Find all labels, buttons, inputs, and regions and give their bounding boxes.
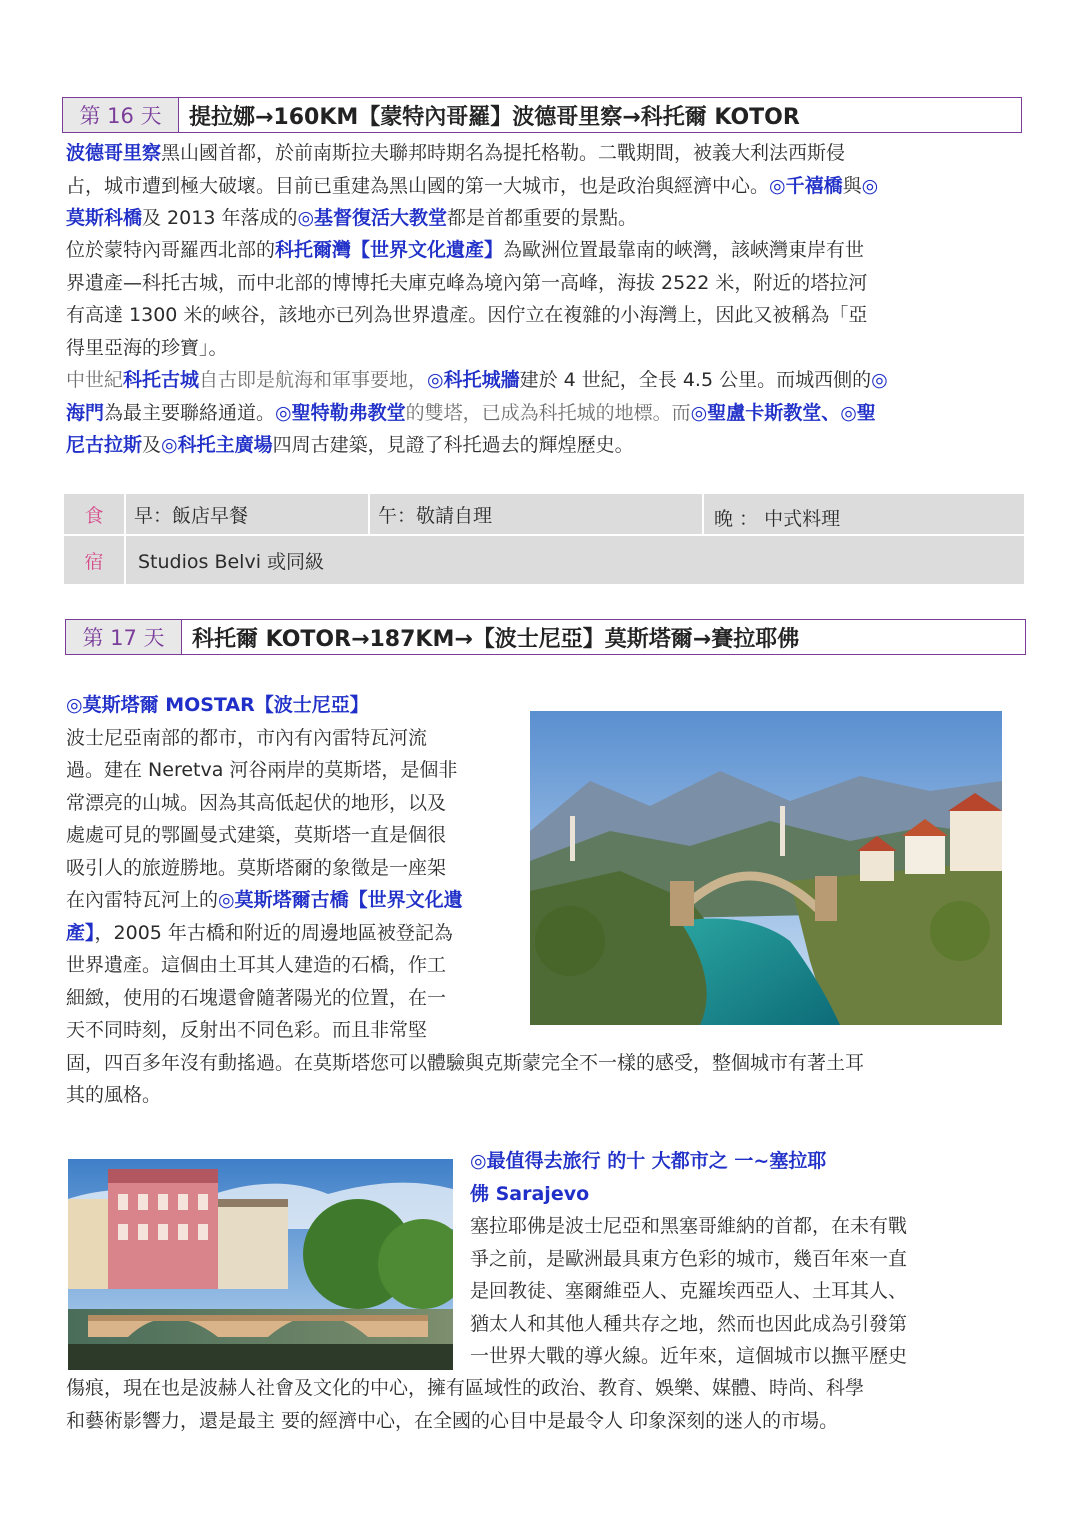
accommodation-key: 宿 xyxy=(64,536,126,584)
mostar-heading: ◎莫斯塔爾 MOSTAR【波士尼亞】 xyxy=(66,694,369,716)
text: 占，城市遭到極大破壞。目前已重建為黑山國的第一大城市，也是政治與經濟中心。 xyxy=(66,174,770,197)
moscow-bridge: 莫斯科橋 xyxy=(66,207,143,229)
text: 中世紀 xyxy=(66,369,124,391)
text: 黑山國首都，於前南斯拉夫聯邦時期名為提托格勒。二戰期間，被義大利法西斯侵 xyxy=(161,142,846,164)
millennium-bridge: ◎千禧橋 xyxy=(769,174,843,197)
text: 自古即是航海和軍事要地， xyxy=(199,369,428,391)
text: 為最主要聯絡通道。 xyxy=(104,401,276,424)
text: 及 2013 年落成的 xyxy=(142,207,298,229)
st-nicholas-church: 尼古拉斯 xyxy=(66,434,143,456)
sarajevo-heading-line2: 佛 Sarajevo xyxy=(470,1182,590,1205)
day17-label: 第 17 天 xyxy=(66,620,182,654)
text: ，2005 年古橋和附近的周邊地區被登記為 xyxy=(94,921,453,944)
text: 處處可見的鄂圖曼式建築，莫斯塔一直是個很 xyxy=(66,824,447,846)
hotel-cell: Studios Belvi 或同級 xyxy=(138,550,325,573)
text: 過。建在 Neretva 河谷兩岸的莫斯塔，是個非 xyxy=(66,759,458,781)
st-luke-church: ◎聖盧卡斯教堂、◎聖 xyxy=(690,401,876,424)
text: 和藝術影響力，還是最主 要的經濟中心，在全國的心目中是最令人 印象深刻的迷人的市場。 xyxy=(66,1409,839,1432)
sarajevo-section-continued xyxy=(66,1372,996,1437)
text: 有高達 1300 米的峽谷，該地亦已列為世界遺產。因佇立在複雜的小海灣上，因此又被稱為「亞 xyxy=(66,304,868,326)
text: 產】 xyxy=(66,921,95,944)
text: 爭之前，是歐洲最具東方色彩的城市，幾百年來一直 xyxy=(470,1247,908,1270)
dinner-cell: 晚 ： 中式料理 xyxy=(714,507,841,530)
day17-title: 科托爾 KOTOR→187KM→【波士尼亞】莫斯塔爾→賽拉耶佛 xyxy=(192,626,800,652)
kotor-main-square: ◎科托主廣場 xyxy=(161,434,273,456)
sea-gate: 海門 xyxy=(66,401,105,424)
sarajevo-section xyxy=(470,1145,990,1373)
text: 的雙塔，已成為科托城的地標。而 xyxy=(405,401,691,424)
day16-podgorica-paragraph xyxy=(66,137,986,235)
marker: ◎ xyxy=(871,369,888,391)
text: 為歐洲位置最靠南的峽灣，該峽灣東岸有世 xyxy=(503,239,865,261)
text: 猶太人和其他人種共存之地，然而也因此成為引發第 xyxy=(470,1312,908,1335)
day16-title: 提拉娜→160KM【蒙特內哥羅】波德哥里察→科托爾 KOTOR xyxy=(189,104,800,130)
resurrection-cathedral: ◎基督復活大教堂 xyxy=(297,207,448,229)
day17-header xyxy=(65,619,1026,655)
text: 及 xyxy=(142,434,162,456)
text: 位於蒙特內哥羅西北部的 xyxy=(66,239,276,261)
text: 建於 4 世紀，全長 4.5 公里。而城西側的 xyxy=(519,369,872,391)
mostar-photo xyxy=(530,711,1002,1025)
text: 固，四百多年沒有動搖過。在莫斯塔您可以體驗與克斯蒙完全不一樣的感受，整個城市有著土耳 xyxy=(66,1051,865,1074)
meals-row xyxy=(64,494,1024,536)
meals-key: 食 xyxy=(64,494,126,534)
text: 常漂亮的山城。因為其高低起伏的地形，以及 xyxy=(66,791,447,814)
sarajevo-heading: ◎最值得去旅行 的十 大都市之 一~塞拉耶 xyxy=(470,1150,827,1172)
meals-table xyxy=(64,494,1024,586)
sarajevo-photo xyxy=(68,1159,453,1370)
kotor-bay: 科托爾灣【世界文化遺產】 xyxy=(275,239,504,261)
podgorica-link: 波德哥里察 xyxy=(66,142,162,164)
text: 塞拉耶佛是波士尼亞和黑塞哥維納的首都，在未有戰 xyxy=(470,1215,908,1237)
mostar-old-bridge: ◎莫斯塔爾古橋【世界文化遺 xyxy=(218,889,463,911)
text: 吸引人的旅遊勝地。莫斯塔爾的象徵是一座架 xyxy=(66,856,447,879)
lunch-cell: 午：敬請自理 xyxy=(370,494,704,534)
text: 都是首都重要的景點。 xyxy=(447,207,638,229)
text: 其的風格。 xyxy=(66,1084,162,1106)
text: 傷痕，現在也是波赫人社會及文化的中心，擁有區域性的政治、教育、娛樂、媒體、時尚、科學 xyxy=(66,1377,865,1399)
text: 得里亞海的珍寶」。 xyxy=(66,336,228,359)
st-tryphon-cathedral: ◎聖特勒弗教堂 xyxy=(275,401,406,424)
text: 在內雷特瓦河上的 xyxy=(66,889,219,911)
kotor-walls: ◎科托城牆 xyxy=(427,369,520,391)
text: 是回教徒、塞爾維亞人、克羅埃西亞人、土耳其人、 xyxy=(470,1280,908,1302)
text: 細緻，使用的石塊還會隨著陽光的位置，在一 xyxy=(66,986,447,1009)
day16-header xyxy=(62,97,1022,133)
day16-label: 第 16 天 xyxy=(63,98,179,132)
day16-kotor-bay-paragraph xyxy=(66,234,996,364)
text: 波士尼亞南部的都市，市內有內雷特瓦河流 xyxy=(66,726,428,749)
kotor-old-town: 科托古城 xyxy=(123,369,200,391)
accommodation-row xyxy=(64,536,1024,586)
text: 四周古建築，見證了科托過去的輝煌歷史。 xyxy=(272,434,634,456)
breakfast-cell: 早：飯店早餐 xyxy=(126,494,370,534)
text: 界遺產—科托古城，而中北部的博博托夫庫克峰為境內第一高峰，海拔 2522 米，附近的塔拉河 xyxy=(66,271,868,294)
marker: ◎ xyxy=(861,174,879,197)
text: 與 xyxy=(842,174,862,197)
text: 世界遺產。這個由土耳其人建造的石橋，作工 xyxy=(66,954,447,976)
text: 天不同時刻，反射出不同色彩。而且非常堅 xyxy=(66,1019,428,1041)
text: 一世界大戰的導火線。近年來，這個城市以撫平歷史 xyxy=(470,1345,908,1367)
day16-old-town-paragraph xyxy=(66,364,996,462)
